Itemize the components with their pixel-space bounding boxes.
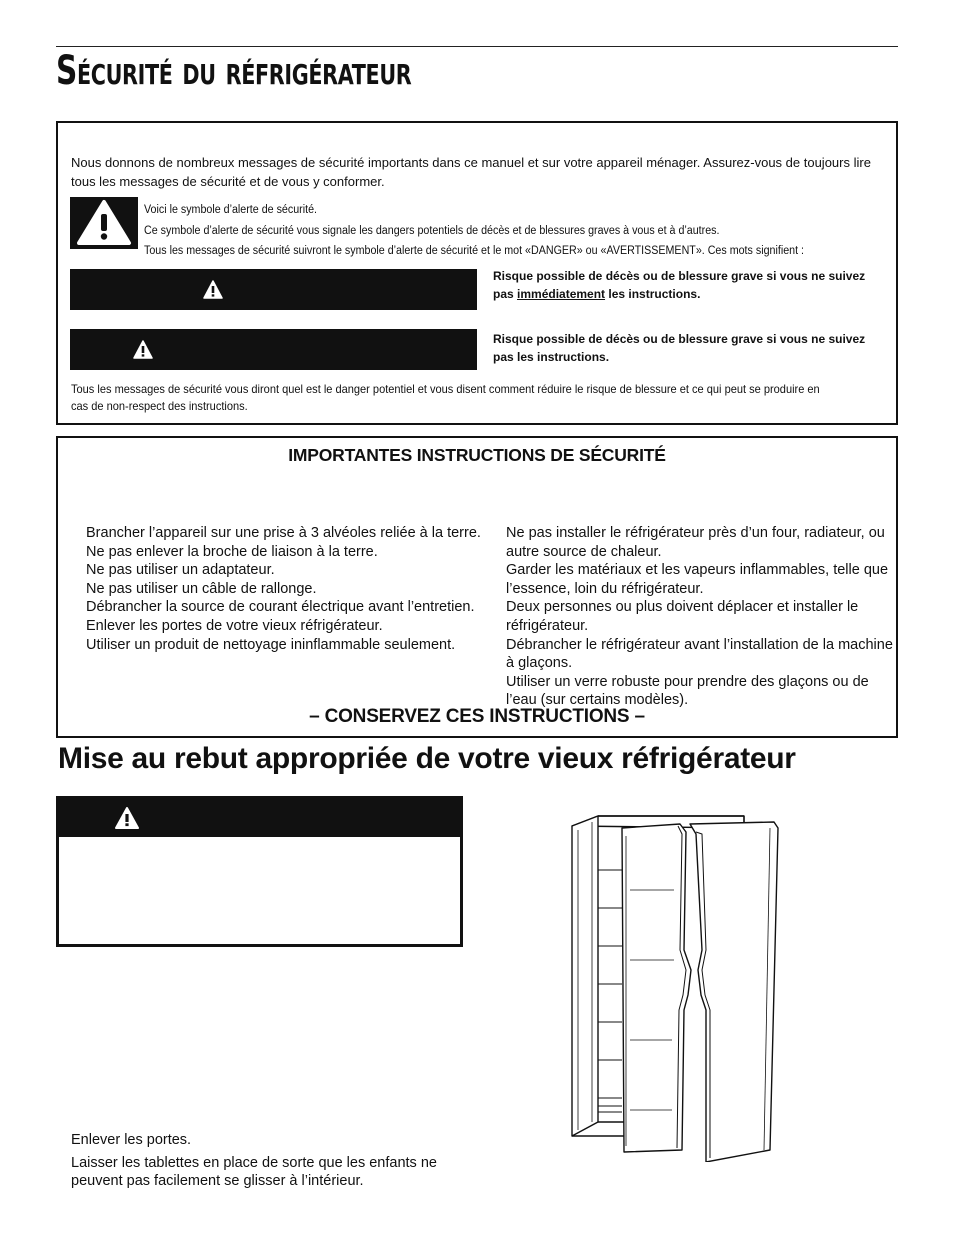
disposal-step: Laisser les tablettes en place de sorte que les enfants ne peuvent pas facilement se glisser à l’intérieur. [71,1154,437,1190]
safety-alert-explanation [144,200,851,262]
instructions-heading: IMPORTANTES INSTRUCTIONS DE SÉCURITÉ [288,445,666,465]
alert-line: Ce symbole d’alerte de sécurité vous signale les dangers potentiels de décès et de blessures graves à vous et à d’autres. [144,224,720,237]
warning-triangle-icon [70,197,138,249]
instruction-item: Ne pas utiliser un adaptateur. [86,562,275,579]
disposal-step: Enlever les portes. [71,1132,192,1148]
safety-intro: Nous donnons de nombreux messages de sécurité importants dans ce manuel et sur votre appareil ménager. Assurez-vous de toujours lire tous les messages de sécurité et de vous y conformer. [71,155,871,189]
instructions-right-column [506,524,896,710]
instruction-item: Utiliser un produit de nettoyage ininflammable seulement. [86,636,456,653]
disposal-section-title: Mise au rebut appropriée de votre vieux réfrigérateur [58,742,796,775]
immediately-emphasis: immédiatement [517,287,606,301]
warning-signal-bar [70,329,477,370]
warning-triangle-icon [114,806,140,830]
instruction-item: Débrancher la source de courant électrique avant l’entretien. [86,599,475,616]
warning-triangle-icon [133,340,153,359]
refrigerator-doors-open-illustration [556,810,796,1162]
instruction-item: Deux personnes ou plus doivent déplacer et installer le réfrigérateur. [506,599,859,634]
danger-signal-bar [70,269,477,310]
keep-instructions-footer: – CONSERVEZ CES INSTRUCTIONS – [309,706,645,727]
danger-description: Risque possible de décès ou de blessure grave si vous ne suivez pas immédiatement les instructions. [493,269,866,301]
instruction-item: Enlever les portes de votre vieux réfrigérateur. [86,617,383,634]
alert-line: Voici le symbole d’alerte de sécurité. [144,204,317,216]
alert-line: Tous les messages de sécurité suivront le symbole d’alerte de sécurité et le mot «DANGER» ou «AVERTISSEMENT». Ces mots signifient : [144,245,805,257]
instruction-item: Garder les matériaux et les vapeurs inflammables, telle que l’essence, loin du réfrigérateur. [506,562,889,597]
instruction-item: Utiliser un verre robuste pour prendre des glaçons ou de l’eau (sur certains modèles). [506,673,869,709]
page-title: Sécurité du réfrigérateur [56,48,412,94]
instructions-left-column [86,524,481,654]
disposal-warning-box [56,796,463,947]
warning-description: Risque possible de décès ou de blessure grave si vous ne suivez pas les instructions. [493,332,866,364]
instruction-item: Brancher l’appareil sur une prise à 3 alvéoles reliée à la terre. [86,525,481,541]
instruction-item: Débrancher le réfrigérateur avant l’installation de la machine à glaçons. [506,636,893,672]
disposal-steps [71,1131,491,1191]
safety-alert-symbol [70,197,138,249]
warning-triangle-icon [203,280,223,299]
instruction-item: Ne pas enlever la broche de liaison à la terre. [86,543,378,560]
disposal-warning-header [59,799,460,837]
instruction-item: Ne pas utiliser un câble de rallonge. [86,580,317,597]
safety-outro: Tous les messages de sécurité vous diront quel est le danger potentiel et vous disent comment réduire le risque de blessure et ce qui peut se produire en cas de non-respect des instructions. [71,382,820,413]
top-rule [56,46,898,47]
safety-messages-box [56,121,898,425]
important-instructions-box [56,436,898,738]
instruction-item: Ne pas installer le réfrigérateur près d’un four, radiateur, ou autre source de chaleur. [506,525,885,560]
